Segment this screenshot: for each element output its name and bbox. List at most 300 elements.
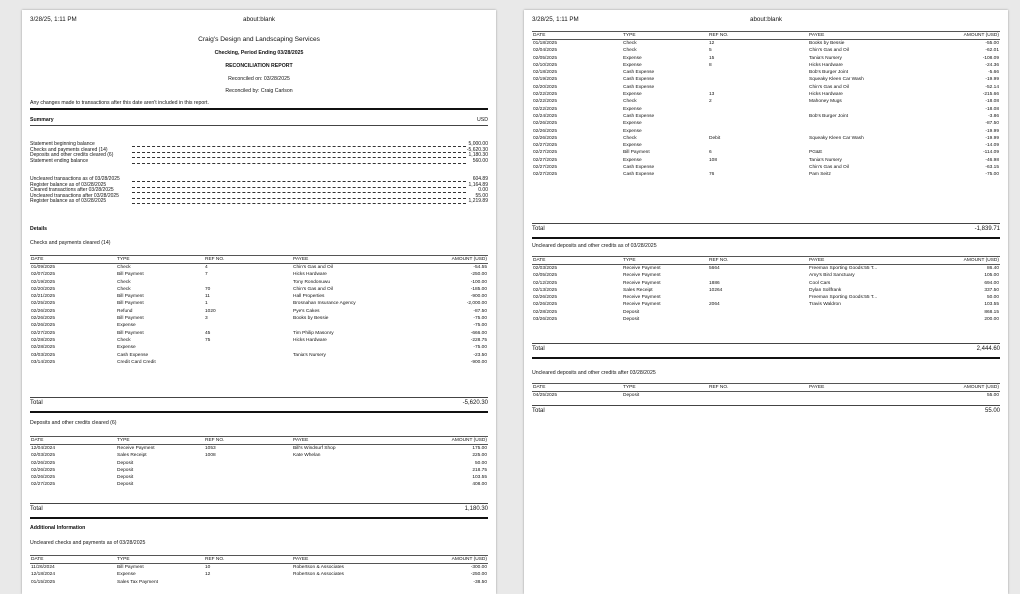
cell-date: 02/27/2025 <box>533 157 558 163</box>
cell-type: Bill Payment <box>117 301 144 307</box>
leader-line <box>132 192 466 193</box>
table-row <box>532 84 1000 91</box>
cell-ref: 2 <box>709 99 712 105</box>
cell-type: Expense <box>623 157 642 163</box>
cell-amount: -100.00 <box>470 279 487 285</box>
cell-payee: Dylan Sollfrank <box>809 287 842 293</box>
summary-line-value: 1,164.89 <box>468 181 488 188</box>
cell-ref <box>708 120 808 127</box>
table-row <box>30 308 488 315</box>
cell-payee: Cool Cars <box>809 280 831 286</box>
cell-date: 12/18/2024 <box>31 572 56 578</box>
leader-line <box>132 152 466 153</box>
cell-ref <box>708 309 808 316</box>
deposits-after-table <box>532 383 1000 399</box>
table-row <box>532 316 1000 323</box>
checks-cleared-heading: Checks and payments cleared (14) <box>30 240 111 246</box>
cell-payee <box>292 467 404 474</box>
cell-payee <box>292 322 404 329</box>
summary-line-label: Deposits and other credits cleared (6) <box>30 152 114 159</box>
table-row <box>532 40 1000 48</box>
table-row <box>532 55 1000 62</box>
column-header-type: TYPE <box>116 556 204 564</box>
cell-amount: -24.36 <box>985 62 999 68</box>
cell-ref: 75 <box>205 337 211 343</box>
cell-type: Deposit <box>623 309 640 315</box>
table-row <box>532 76 1000 83</box>
cell-date: 02/24/2025 <box>533 113 558 119</box>
cell-amount: -52.14 <box>985 84 999 90</box>
cell-amount: 105.00 <box>984 273 999 279</box>
column-header-ref: REF NO. <box>708 384 808 392</box>
cell-amount: 337.50 <box>984 287 999 293</box>
cell-type: Check <box>623 99 637 105</box>
cell-payee <box>292 344 404 351</box>
total-value: -5,620.30 <box>462 400 488 406</box>
cell-ref <box>708 272 808 279</box>
divider <box>30 411 488 413</box>
table-header-row <box>532 257 1000 265</box>
cell-type: Bill Payment <box>623 150 650 156</box>
cell-ref: 108 <box>709 157 718 163</box>
cell-date: 02/26/2025 <box>533 121 558 127</box>
column-header-type: TYPE <box>622 32 708 40</box>
table-row <box>532 280 1000 287</box>
table-row <box>532 392 1000 400</box>
cell-amount: 200.00 <box>984 317 999 323</box>
column-header-payee: PAYEE <box>292 437 404 445</box>
cell-type: Refund <box>117 308 133 314</box>
table-row <box>532 106 1000 113</box>
cell-type: Cash Expense <box>623 77 655 83</box>
cell-payee <box>292 474 404 481</box>
total-label: Total <box>532 346 545 352</box>
column-header-ref: REF NO. <box>204 256 292 264</box>
cell-type: Cash Expense <box>117 352 149 358</box>
cell-date: 02/27/2025 <box>533 150 558 156</box>
summary-line-label: Cleared transactions after 03/28/2025 <box>30 187 114 194</box>
column-header-amount: AMOUNT (USD) <box>918 384 1000 392</box>
table-row <box>30 571 488 578</box>
cell-payee: Brosnahan Insurance Agency <box>293 301 356 307</box>
table-row <box>30 330 488 337</box>
cell-ref <box>204 460 292 467</box>
column-header-payee: PAYEE <box>808 257 918 265</box>
cell-ref: 15 <box>709 55 715 61</box>
cell-date: 02/27/2025 <box>533 143 558 149</box>
report-subtitle: Checking, Period Ending 03/28/2025 <box>214 50 304 56</box>
cell-date: 02/26/2025 <box>533 295 558 301</box>
cell-date: 02/13/2025 <box>533 287 558 293</box>
cell-type: Sales Receipt <box>117 453 147 459</box>
cell-date: 02/25/2025 <box>31 301 56 307</box>
table-row <box>532 171 1000 178</box>
column-header-amount: AMOUNT (USD) <box>918 257 1000 265</box>
cell-date: 01/15/2025 <box>31 579 56 585</box>
cell-amount: -228.75 <box>470 337 487 343</box>
cell-amount: -666.00 <box>470 330 487 336</box>
summary-heading: Summary <box>30 117 54 123</box>
cell-type: Credit Card Credit <box>117 359 156 365</box>
cell-date: 02/03/2025 <box>533 266 558 271</box>
cell-type: Check <box>117 279 131 285</box>
cell-ref: 1053 <box>205 446 216 451</box>
cell-type: Check <box>623 41 637 46</box>
table-row <box>532 91 1000 98</box>
cell-amount: 225.00 <box>472 453 487 459</box>
cell-amount: -19.99 <box>985 128 999 134</box>
table-row <box>532 47 1000 54</box>
cell-payee: PG&E <box>809 150 823 156</box>
cell-amount: -75.00 <box>473 316 487 322</box>
cell-amount: 868.15 <box>984 309 999 315</box>
table-row <box>30 452 488 459</box>
table-row <box>532 157 1000 164</box>
cell-date: 02/22/2025 <box>533 92 558 98</box>
cell-payee <box>808 392 918 400</box>
cell-payee: Amy's Bird Sanctuary <box>809 273 855 279</box>
cell-ref: 1020 <box>205 308 216 314</box>
cell-amount: -19.99 <box>985 135 999 141</box>
cell-amount: -75.00 <box>985 172 999 178</box>
cell-type: Receive Payment <box>623 266 661 271</box>
cell-amount: -900.00 <box>470 294 487 300</box>
cell-payee: Hicks Hardware <box>809 92 843 98</box>
cell-type: Receive Payment <box>623 302 661 308</box>
column-header-amount: AMOUNT (USD) <box>404 437 488 445</box>
report-page-1 <box>22 10 496 594</box>
cell-date: 02/27/2025 <box>533 172 558 178</box>
summary-line-label: Register balance as of 03/28/2025 <box>30 181 107 188</box>
cell-payee: Chin's Gas and Oil <box>293 265 333 270</box>
cell-payee: Pye's Cakes <box>293 308 320 314</box>
cell-type: Expense <box>623 121 642 127</box>
table-row <box>30 300 488 307</box>
total-value: 55.00 <box>984 408 1000 414</box>
cell-date: 02/28/2025 <box>31 337 56 343</box>
cell-date: 04/25/2025 <box>533 393 558 398</box>
table-row <box>532 113 1000 120</box>
total-label: Total <box>30 506 43 512</box>
cell-type: Check <box>623 135 637 141</box>
cell-date: 12/04/2024 <box>31 446 56 451</box>
cell-ref: 5664 <box>709 266 720 271</box>
cell-ref: 10264 <box>709 287 723 293</box>
total-value: -1,839.71 <box>974 226 1000 232</box>
cell-date: 02/26/2025 <box>31 308 56 314</box>
cell-payee: Mahoney Mugs <box>809 99 842 105</box>
table-row <box>532 301 1000 308</box>
cell-date: 11/26/2024 <box>31 565 55 570</box>
cell-ref <box>708 164 808 171</box>
table-row <box>30 460 488 467</box>
table-row <box>532 142 1000 149</box>
cell-type: Check <box>117 337 131 343</box>
divider <box>532 237 1000 239</box>
cell-amount: -75.00 <box>473 323 487 329</box>
table-row <box>30 445 488 453</box>
cell-ref <box>708 113 808 120</box>
cell-amount: 218.75 <box>472 467 487 473</box>
cell-amount: 408.00 <box>472 482 487 488</box>
table-header-row <box>532 32 1000 40</box>
cell-type: Cash Expense <box>623 165 655 171</box>
column-header-amount: AMOUNT (USD) <box>404 256 488 264</box>
table-row <box>532 69 1000 76</box>
cell-date: 02/18/2025 <box>533 70 558 76</box>
cell-payee: Tim Philip Masonry <box>293 330 334 336</box>
table-row <box>532 120 1000 127</box>
cell-ref <box>204 322 292 329</box>
cell-date: 02/26/2025 <box>533 135 558 141</box>
summary-line-label: Uncleared transactions after 03/28/2025 <box>30 192 119 199</box>
column-header-date: DATE <box>30 437 116 445</box>
cell-amount: -250.00 <box>470 572 487 578</box>
cell-payee: Books by Bessie <box>293 316 329 322</box>
cell-date: 01/18/2025 <box>533 41 558 46</box>
column-header-ref: REF NO. <box>708 32 808 40</box>
cell-amount: -108.09 <box>982 55 999 61</box>
table-row <box>532 265 1000 273</box>
cell-payee <box>292 481 404 488</box>
cell-amount: 50.00 <box>474 460 487 466</box>
cell-type: Check <box>117 286 131 292</box>
cell-date: 02/26/2025 <box>31 460 56 466</box>
cell-ref: 45 <box>205 330 211 336</box>
cell-amount: -5.66 <box>988 70 999 76</box>
summary-line-value: 1,180.30 <box>468 152 488 159</box>
summary-divider <box>30 125 488 126</box>
leader-line <box>132 146 466 147</box>
cell-amount: 694.00 <box>984 280 999 286</box>
leader-line <box>132 163 466 164</box>
cell-date: 02/19/2025 <box>31 279 56 285</box>
cell-ref: 12 <box>709 41 715 46</box>
column-header-date: DATE <box>532 257 622 265</box>
cell-payee: Chin's Gas and Oil <box>293 286 333 292</box>
deposits-after-total <box>532 406 1000 416</box>
table-row <box>30 344 488 351</box>
cell-ref <box>204 481 292 488</box>
summary-line-value: 0.00 <box>478 187 488 194</box>
table-row <box>532 62 1000 69</box>
column-header-type: TYPE <box>116 437 204 445</box>
summary-currency: USD <box>477 117 488 123</box>
cell-payee <box>808 128 918 135</box>
cell-amount: 86.40 <box>986 266 999 271</box>
table-row <box>30 315 488 322</box>
additional-subheading: Uncleared checks and payments as of 03/28/2025 <box>30 540 146 546</box>
cell-payee: Pam Seitz <box>809 172 831 178</box>
print-url: about:blank <box>243 16 275 23</box>
table-header-row <box>30 437 488 445</box>
checks-cleared-total <box>30 398 488 408</box>
cell-date: 01/09/2025 <box>31 265 56 270</box>
cell-type: Expense <box>623 55 642 61</box>
column-header-date: DATE <box>532 32 622 40</box>
cell-payee: Robertson & Associates <box>293 565 344 570</box>
cell-amount: -87.50 <box>473 308 487 314</box>
table-row <box>30 293 488 300</box>
cell-date: 02/27/2025 <box>31 330 56 336</box>
report-page-2 <box>524 10 1008 594</box>
cell-ref <box>204 467 292 474</box>
checks-cleared-table <box>30 255 488 366</box>
cell-type: Expense <box>623 106 642 112</box>
cell-type: Deposit <box>623 393 640 398</box>
uncleared-deposits-heading: Uncleared deposits and other credits as of 03/28/2025 <box>532 243 657 249</box>
cell-ref <box>204 579 292 586</box>
summary-line-value: 560.00 <box>472 157 488 164</box>
cell-type: Cash Expense <box>623 84 655 90</box>
cell-date: 02/26/2025 <box>533 302 558 308</box>
cell-date: 02/10/2025 <box>533 62 558 68</box>
cell-payee: Freeman Sporting Goods:55 T... <box>809 295 878 301</box>
cell-type: Receive Payment <box>623 295 661 301</box>
cell-ref: 1 <box>205 301 208 307</box>
table-row <box>30 279 488 286</box>
cell-amount: -3.86 <box>988 113 999 119</box>
cell-date: 02/20/2025 <box>31 286 56 292</box>
column-header-payee: PAYEE <box>808 384 918 392</box>
cell-amount: -87.50 <box>985 121 999 127</box>
table-row <box>532 98 1000 105</box>
table-row <box>30 359 488 366</box>
cell-amount: -18.08 <box>985 106 999 112</box>
table-row <box>532 272 1000 279</box>
cell-ref: 3 <box>205 316 208 322</box>
cell-ref: 13 <box>709 92 715 98</box>
uncleared-checks-continued-table <box>532 31 1000 179</box>
cell-ref <box>204 279 292 286</box>
cell-amount: -19.99 <box>985 77 999 83</box>
reconciled-by: Reconciled by: Craig Carlson <box>225 88 293 94</box>
table-row <box>30 564 488 572</box>
cell-date: 02/28/2025 <box>31 345 56 351</box>
table-header-row <box>532 384 1000 392</box>
uncleared-deposits-total <box>532 344 1000 354</box>
cell-type: Expense <box>623 143 642 149</box>
leader-line <box>132 203 466 204</box>
column-header-date: DATE <box>30 256 116 264</box>
cell-ref <box>708 69 808 76</box>
summary-line-value: -5,620.30 <box>466 146 488 153</box>
cell-type: Deposit <box>623 317 640 323</box>
cell-amount: 103.55 <box>984 302 999 308</box>
cell-ref <box>204 359 292 366</box>
print-datetime: 3/28/25, 1:11 PM <box>30 16 77 23</box>
cell-type: Deposit <box>117 482 134 488</box>
summary-line-value: 55.00 <box>475 192 488 199</box>
cell-type: Cash Expense <box>623 172 655 178</box>
cell-payee: Bob's Burger Joint <box>809 113 849 119</box>
cell-ref <box>708 294 808 301</box>
cell-date: 03/03/2025 <box>31 352 56 358</box>
cell-date: 02/04/2025 <box>533 48 558 54</box>
cell-type: Check <box>623 48 637 54</box>
table-row <box>532 135 1000 142</box>
report-title: RECONCILIATION REPORT <box>225 63 293 69</box>
cell-ref <box>708 76 808 83</box>
cell-amount: 103.55 <box>472 475 487 481</box>
column-header-type: TYPE <box>116 256 204 264</box>
cell-amount: 175.00 <box>472 446 487 451</box>
cell-amount: -63.15 <box>985 165 999 171</box>
cell-ref: 2064 <box>709 302 720 308</box>
uncleared-checks-table <box>30 555 488 586</box>
cell-payee <box>808 316 918 323</box>
deposits-cleared-total <box>30 504 488 514</box>
deposits-after-heading: Uncleared deposits and other credits after 03/28/2025 <box>532 370 656 376</box>
column-header-ref: REF NO. <box>204 556 292 564</box>
cell-ref: 4 <box>205 265 208 270</box>
cell-amount: -300.00 <box>470 565 487 570</box>
deposits-cleared-heading: Deposits and other credits cleared (6) <box>30 420 117 426</box>
cell-amount: -2,000.00 <box>466 301 487 307</box>
cell-payee: Hicks Hardware <box>293 272 327 278</box>
divider <box>30 517 488 519</box>
column-header-payee: PAYEE <box>292 556 404 564</box>
table-header-row <box>30 556 488 564</box>
cell-ref: 8 <box>709 62 712 68</box>
cell-payee: Squeaky Kleen Car Wash <box>809 135 864 141</box>
cell-payee: Tania's Nursery <box>809 157 842 163</box>
cell-ref <box>708 142 808 149</box>
deposits-cleared-table <box>30 436 488 489</box>
cell-date: 02/12/2025 <box>533 280 558 286</box>
cell-date: 02/19/2025 <box>533 77 558 83</box>
table-row <box>30 264 488 272</box>
cell-type: Deposit <box>117 475 134 481</box>
cell-ref: 1008 <box>205 453 216 459</box>
total-label: Total <box>532 408 545 414</box>
cell-amount: -54.55 <box>473 265 487 270</box>
table-row <box>30 579 488 586</box>
cell-date: 02/07/2025 <box>31 272 56 278</box>
cell-amount: -55.00 <box>985 41 999 46</box>
company-name: Craig's Design and Landscaping Services <box>198 36 320 43</box>
cell-ref: 7 <box>205 272 208 278</box>
cell-type: Expense <box>117 572 136 578</box>
table-row <box>30 474 488 481</box>
summary-line-label: Statement beginning balance <box>30 141 95 147</box>
cell-date: 02/26/2025 <box>533 128 558 134</box>
cell-type: Deposit <box>117 460 134 466</box>
table-row <box>532 294 1000 301</box>
cell-payee: Hall Properties <box>293 294 325 300</box>
uncleared-checks-total <box>532 224 1000 234</box>
column-header-amount: AMOUNT (USD) <box>918 32 1000 40</box>
table-row <box>30 337 488 344</box>
total-value: 1,180.30 <box>464 506 488 512</box>
cell-ref <box>204 474 292 481</box>
table-row <box>30 481 488 488</box>
cell-ref <box>708 128 808 135</box>
cell-payee: Bill's Windsurf Shop <box>293 446 336 451</box>
cell-payee: Chin's Gas and Oil <box>809 84 849 90</box>
cell-date: 02/22/2025 <box>533 99 558 105</box>
leader-line <box>132 198 466 199</box>
cell-type: Expense <box>117 323 136 329</box>
cell-type: Receive Payment <box>623 280 661 286</box>
cell-ref: 5 <box>709 48 712 54</box>
cell-ref: 1886 <box>709 280 720 286</box>
cell-date: 02/26/2025 <box>31 316 56 322</box>
cell-type: Cash Expense <box>623 113 655 119</box>
cell-amount: -250.00 <box>470 272 487 278</box>
cell-ref: 10 <box>205 565 211 570</box>
cell-ref: 70 <box>205 286 211 292</box>
